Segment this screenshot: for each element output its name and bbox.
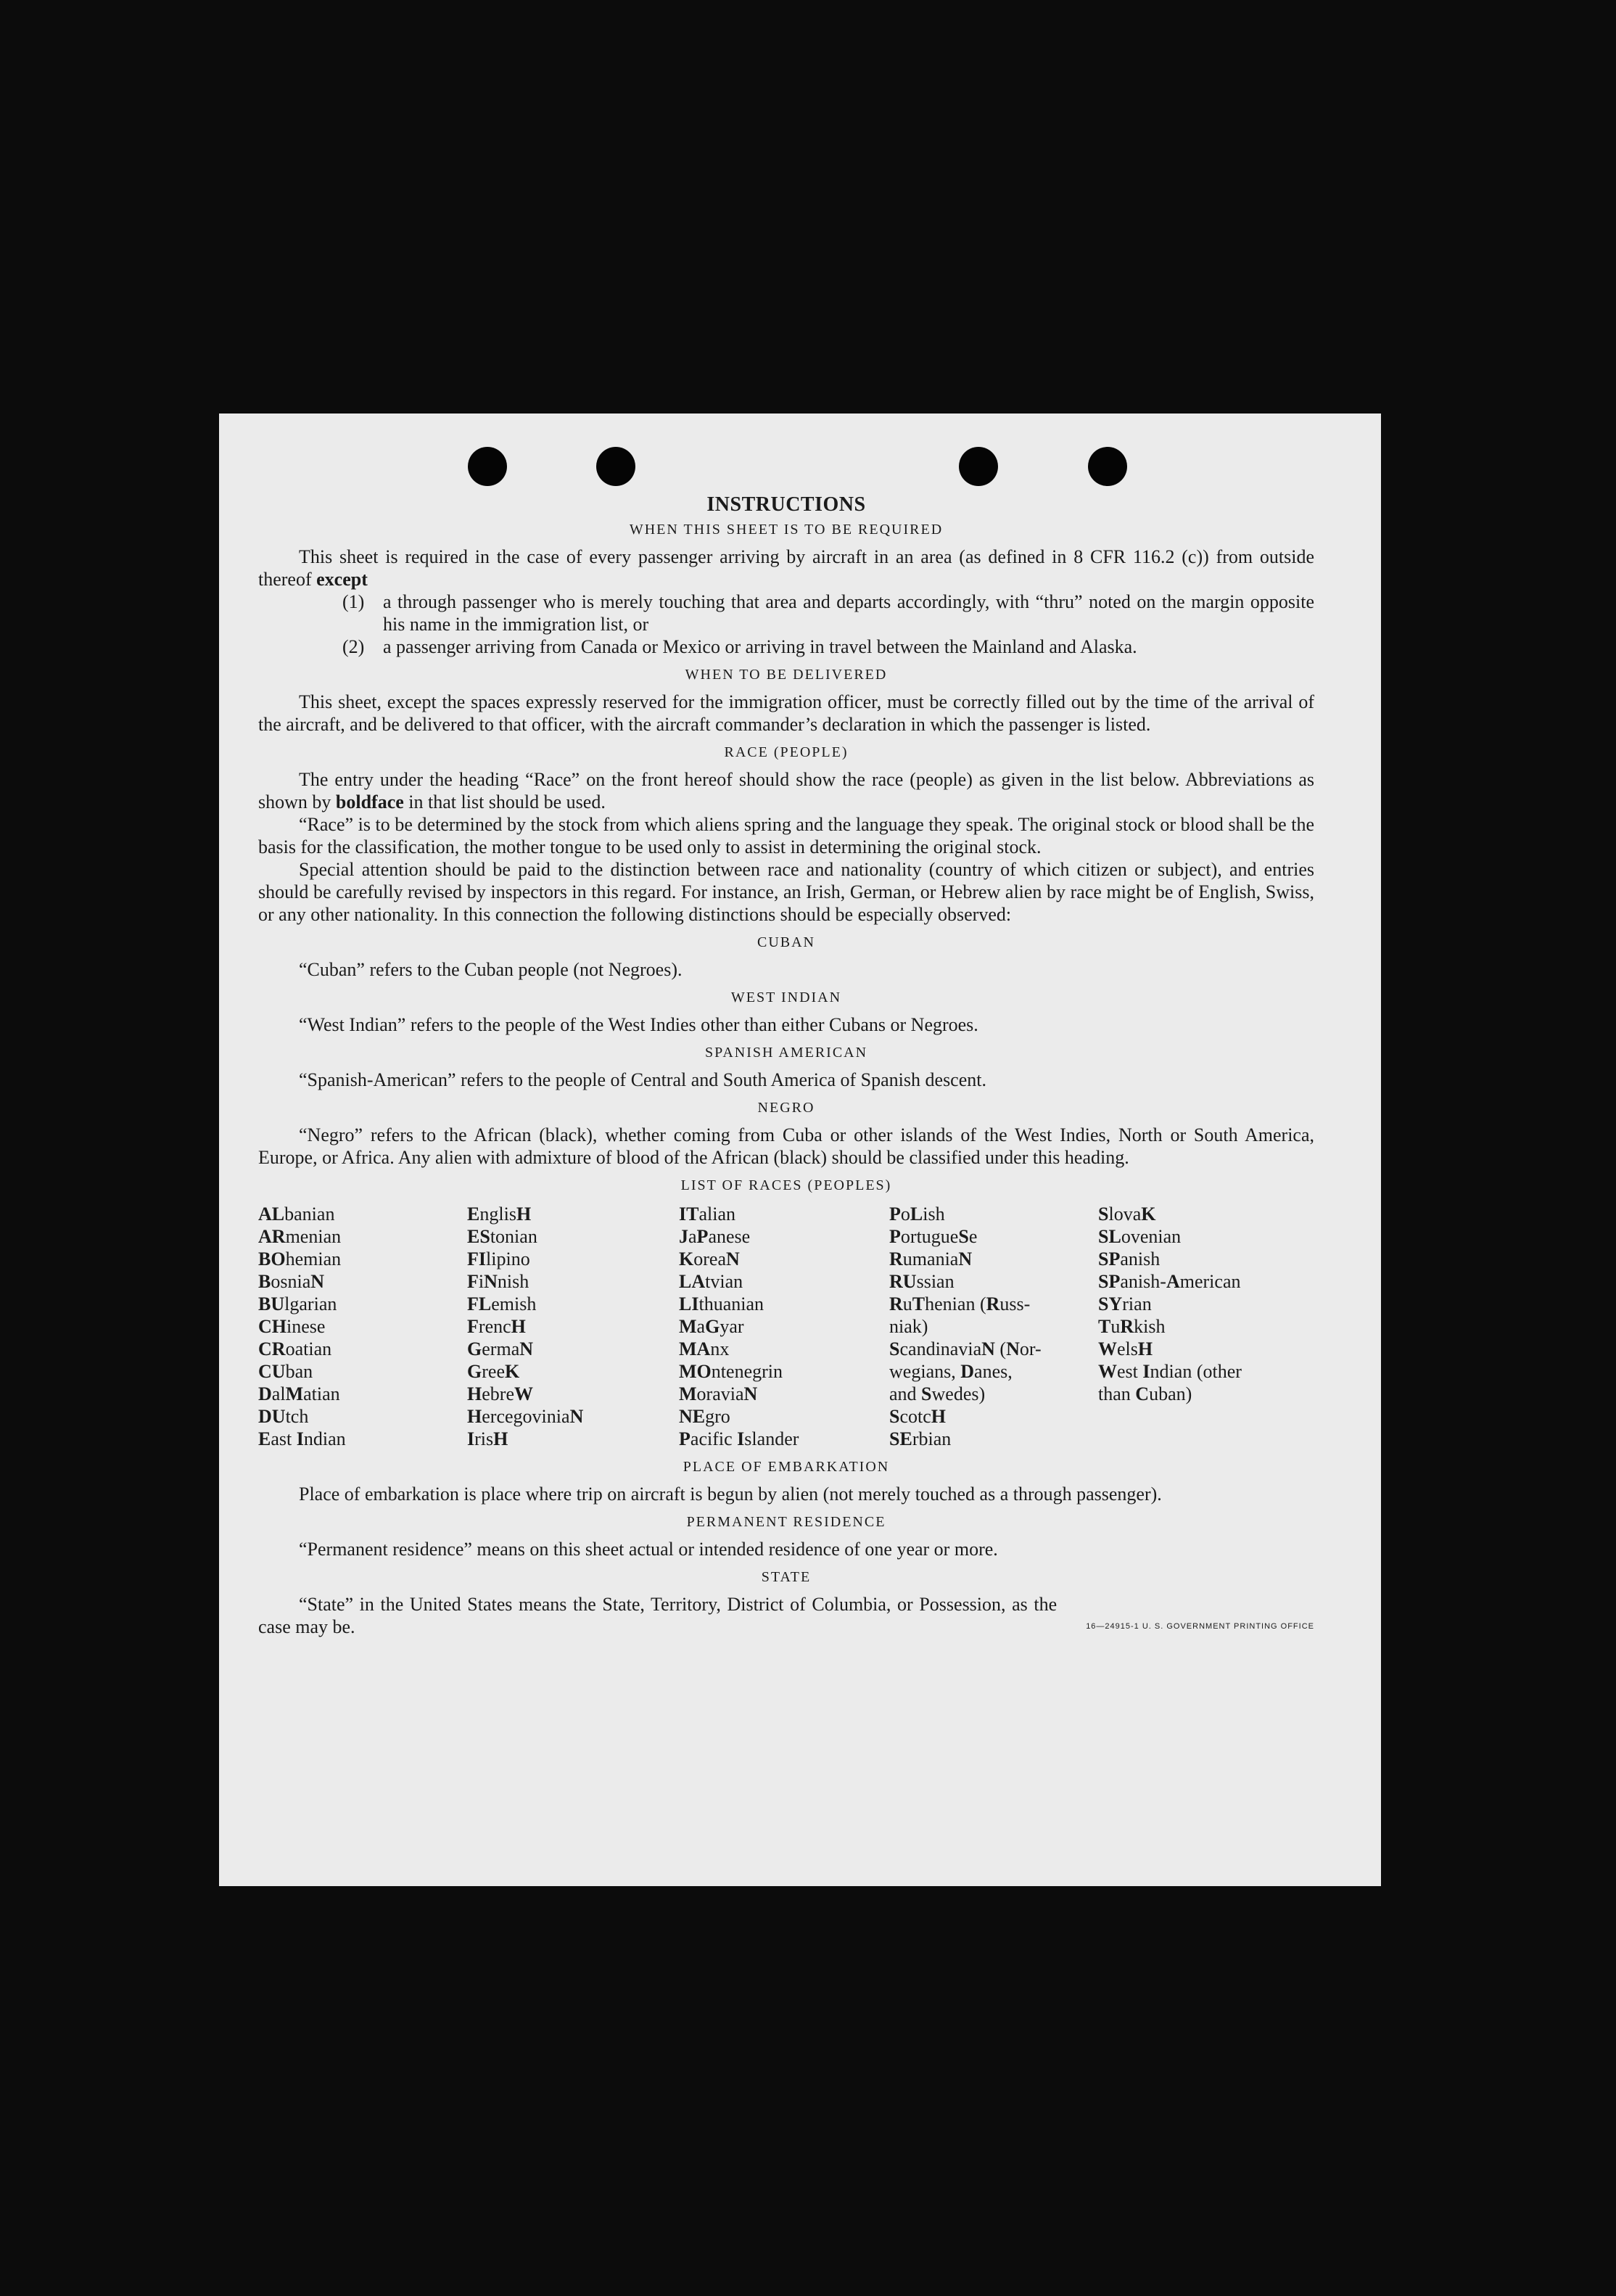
race-entry: EnglisH bbox=[467, 1203, 532, 1225]
list-number: (2) bbox=[342, 636, 365, 657]
race-entry: EStonian bbox=[467, 1226, 537, 1247]
punch-hole bbox=[468, 447, 507, 486]
race-entry: SYrian bbox=[1098, 1293, 1152, 1314]
bold-except: except bbox=[316, 569, 368, 590]
race-entry: CRoatian bbox=[258, 1338, 332, 1359]
list-item bbox=[342, 635, 1314, 658]
race-entry: West Indian (other than Cuban) bbox=[1098, 1361, 1242, 1404]
race-entry: BUlgarian bbox=[258, 1293, 337, 1314]
race-entry: RuThenian (Russ- niak) bbox=[889, 1293, 1031, 1337]
race-column bbox=[1098, 1203, 1314, 1450]
race-entry: HebreW bbox=[467, 1383, 533, 1404]
paragraph-spanish-american: “Spanish-American” refers to the people of Central and South America of Spanish descent. bbox=[299, 1069, 986, 1090]
race-entry: NEgro bbox=[679, 1406, 730, 1427]
paragraph-when-required: This sheet is required in the case of every passenger arriving by aircraft in an area (as defined in 8 CFR 116.2 (c)) from outside thereof except bbox=[258, 546, 1314, 590]
race-entry: MAnx bbox=[679, 1338, 730, 1359]
race-entry: DUtch bbox=[258, 1406, 309, 1427]
race-entry: PoLish bbox=[889, 1203, 945, 1225]
race-entry: CUban bbox=[258, 1361, 313, 1382]
paragraph-state: “State” in the United States means the State, Territory, District of Columbia, or Possession, as the case may be. bbox=[258, 1594, 1058, 1637]
list-number: (1) bbox=[342, 591, 365, 612]
race-entry: SLovenian bbox=[1098, 1226, 1182, 1247]
list-text: a passenger arriving from Canada or Mexico or arriving in travel between the Mainland and Alaska. bbox=[383, 636, 1137, 657]
instruction-sheet bbox=[219, 413, 1381, 1886]
printing-imprint: 16—24915-1 U. S. GOVERNMENT PRINTING OFFICE bbox=[1086, 1622, 1314, 1631]
race-entry: FIlipino bbox=[467, 1248, 530, 1270]
race-entry: ARmenian bbox=[258, 1226, 342, 1247]
race-entry: GermaN bbox=[467, 1338, 534, 1359]
list-item bbox=[342, 591, 1314, 635]
race-entry: ScandinaviaN (Nor- wegians, Danes, and Swedes) bbox=[889, 1338, 1042, 1404]
race-entry: GreeK bbox=[467, 1361, 520, 1382]
section-heading-embarkation: PLACE OF EMBARKATION bbox=[683, 1459, 890, 1475]
race-entry: SlovaK bbox=[1098, 1203, 1156, 1225]
section-heading-when-delivered: WHEN TO BE DELIVERED bbox=[685, 667, 888, 683]
race-entry: CHinese bbox=[258, 1316, 326, 1337]
paragraph-when-delivered: This sheet, except the spaces expressly reserved for the immigration officer, must be correctly filled out by the time of the arrival of the aircraft, and be delivered to that officer, with the aircraft commander’s declaration in which the passenger is listed. bbox=[258, 691, 1314, 735]
section-heading-cuban: CUBAN bbox=[757, 934, 815, 950]
bold-boldface: boldface bbox=[335, 791, 404, 812]
race-entry: HercegoviniaN bbox=[467, 1406, 584, 1427]
race-entry: KoreaN bbox=[679, 1248, 740, 1270]
section-heading-negro: NEGRO bbox=[757, 1100, 815, 1116]
race-entry: LAtvian bbox=[679, 1271, 743, 1292]
race-column bbox=[889, 1203, 1098, 1450]
race-entry: RUssian bbox=[889, 1271, 955, 1292]
race-entry: TuRkish bbox=[1098, 1316, 1166, 1337]
paragraph-race-2: “Race” is to be determined by the stock from which aliens spring and the language they speak. The original stock or blood shall be the basis for the classification, the mother tongue to be used only to assist in determining the original stock. bbox=[258, 814, 1314, 857]
race-entry: FiNnish bbox=[467, 1271, 529, 1292]
race-entry: IrisH bbox=[467, 1428, 508, 1449]
paragraph-embarkation: Place of embarkation is place where trip on aircraft is begun by alien (not merely touched as a through passenger). bbox=[299, 1484, 1162, 1505]
section-heading-when-required: WHEN THIS SHEET IS TO BE REQUIRED bbox=[629, 522, 944, 538]
race-column bbox=[467, 1203, 679, 1450]
section-heading-list-of-races: LIST OF RACES (PEOPLES) bbox=[680, 1177, 892, 1193]
paragraph-residence: “Permanent residence” means on this sheet actual or intended residence of one year or more. bbox=[299, 1539, 998, 1560]
document-title: INSTRUCTIONS bbox=[706, 493, 866, 516]
race-entry: PortugueSe bbox=[889, 1226, 978, 1247]
race-entry: LIthuanian bbox=[679, 1293, 764, 1314]
race-entry: BOhemian bbox=[258, 1248, 342, 1270]
section-heading-state: STATE bbox=[761, 1569, 812, 1585]
section-heading-race: RACE (PEOPLE) bbox=[724, 744, 849, 760]
race-entry: MOntenegrin bbox=[679, 1361, 783, 1382]
punch-hole bbox=[959, 447, 998, 486]
race-entry: FrencH bbox=[467, 1316, 526, 1337]
paragraph-cuban: “Cuban” refers to the Cuban people (not Negroes). bbox=[299, 959, 683, 980]
race-entry: FLemish bbox=[467, 1293, 537, 1314]
race-entry: JaPanese bbox=[679, 1226, 751, 1247]
paragraph-race-3: Special attention should be paid to the distinction between race and nationality (country of which citizen or subject), and entries should be carefully revised by inspectors in this regard. For instance, an Irish, German, or Hebrew alien by race might be of English, Swiss, or any other nationality. In this connection the following distinctions should be especially observed: bbox=[258, 859, 1314, 925]
section-heading-west-indian: WEST INDIAN bbox=[730, 989, 842, 1005]
race-entry: BosniaN bbox=[258, 1271, 325, 1292]
race-entry: WelsH bbox=[1098, 1338, 1153, 1359]
race-entry: MaGyar bbox=[679, 1316, 744, 1337]
race-entry: Pacific Islander bbox=[679, 1428, 799, 1449]
race-column bbox=[679, 1203, 889, 1450]
paragraph-west-indian: “West Indian” refers to the people of the West Indies other than either Cubans or Negroes. bbox=[299, 1014, 978, 1035]
race-entry: SPanish-American bbox=[1098, 1271, 1241, 1292]
race-entry: East Indian bbox=[258, 1428, 346, 1449]
race-list bbox=[258, 1203, 1314, 1450]
section-heading-spanish-american: SPANISH AMERICAN bbox=[704, 1045, 868, 1061]
race-entry: SErbian bbox=[889, 1428, 952, 1449]
list-text: a through passenger who is merely touching that area and departs accordingly, with “thru” noted on the margin opposite his name in the immigration list, or bbox=[383, 591, 1314, 635]
paragraph-negro: “Negro” refers to the African (black), whether coming from Cuba or other islands of the West Indies, North or South America, Europe, or Africa. Any alien with admixture of blood of the African (black) should be classified under this heading. bbox=[258, 1124, 1314, 1168]
race-entry: ALbanian bbox=[258, 1203, 335, 1225]
document-body bbox=[258, 493, 1314, 1638]
race-entry: SPanish bbox=[1098, 1248, 1161, 1270]
state-row bbox=[258, 1593, 1314, 1638]
punch-hole bbox=[596, 447, 635, 486]
paragraph-race-1: The entry under the heading “Race” on the front hereof should show the race (people) as given in the list below. Abbreviations as shown by boldface in that list should be used. bbox=[258, 769, 1314, 812]
race-entry: MoraviaN bbox=[679, 1383, 758, 1404]
race-column bbox=[258, 1203, 467, 1450]
section-heading-residence: PERMANENT RESIDENCE bbox=[686, 1514, 886, 1530]
race-entry: ScotcH bbox=[889, 1406, 947, 1427]
race-entry: DalMatian bbox=[258, 1383, 340, 1404]
race-entry: RumaniaN bbox=[889, 1248, 973, 1270]
punch-hole bbox=[1088, 447, 1127, 486]
punch-holes bbox=[219, 447, 1381, 490]
race-entry: ITalian bbox=[679, 1203, 736, 1225]
